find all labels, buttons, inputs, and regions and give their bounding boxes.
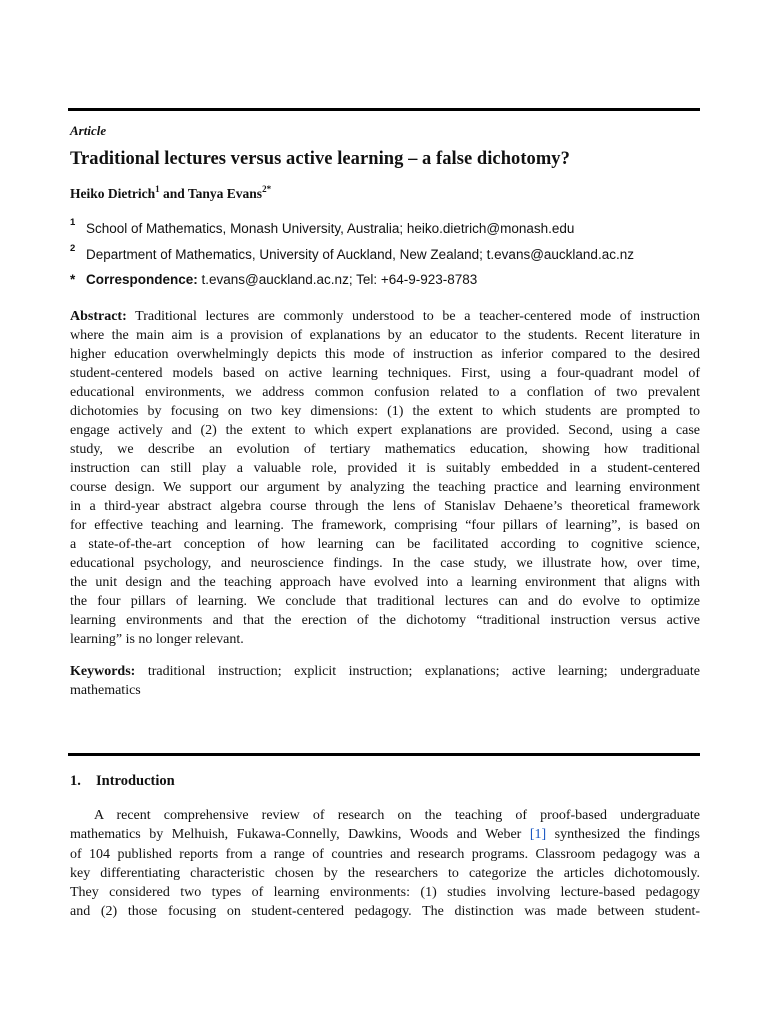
abstract-line: instruction can still play a valuable role, provided it is suitably embedded in a student-centered <box>70 461 700 476</box>
author-name: Tanya Evans <box>187 186 263 201</box>
body-line: of 104 published reports from a range of countries and research programs. Classroom pedagogy was a <box>70 846 700 862</box>
abstract-line: in a third-year abstract algebra course through the lens of Stanislav Dehaene’s theoretical framework <box>70 499 700 514</box>
correspondence-contact: t.evans@auckland.ac.nz; Tel: +64-9-923-8783 <box>197 272 478 287</box>
citation-link[interactable]: [1] <box>529 827 547 843</box>
abstract-line: Abstract: Traditional lectures are commonly understood to be a teacher-centered mode of instruction <box>70 309 700 324</box>
correspondence-mark: * <box>70 272 76 287</box>
author-joiner: and <box>159 186 188 201</box>
correspondence-line <box>86 272 477 287</box>
abstract-line: for effective teaching and learning. The framework, comprising “four pillars of learning”, is based on <box>70 518 700 533</box>
abstract-line: student-centered models based on active learning techniques. First, using a four-quadrant model of <box>70 366 700 381</box>
author-line <box>70 186 271 202</box>
affiliation-text: Department of Mathematics, University of Auckland, New Zealand; t.evans@auckland.ac.nz <box>86 247 634 262</box>
author-name: Heiko Dietrich <box>70 186 156 201</box>
keywords-label: Keywords: <box>70 664 136 679</box>
body-line: mathematics by Melhuish, Fukawa-Connelly, Dawkins, Woods and Weber [1] synthesized the findings <box>70 827 700 843</box>
abstract-line: learning environments and that the erection of the dichotomy “traditional instruction versus active <box>70 613 700 628</box>
abstract-line: educational environments, we address common confusion related to a conflation of two prevalent <box>70 385 700 400</box>
section-rule <box>68 753 700 756</box>
body-line: A recent comprehensive review of research on the teaching of proof-based undergraduate <box>94 808 700 823</box>
abstract-label: Abstract: <box>70 309 127 324</box>
section-title: Introduction <box>96 773 175 789</box>
section-heading <box>70 773 175 790</box>
abstract-line: higher education overwhelmingly depicts this mode of instruction as inferior compared to the desired <box>70 347 700 362</box>
abstract-line: educational psychology, and neuroscience findings. In the case study, we illustrate how, over time, <box>70 556 700 571</box>
introduction-body <box>70 806 700 922</box>
affiliation-mark: 1 <box>70 217 76 228</box>
article-type-label: Article <box>70 123 107 138</box>
abstract-line: dichotomies by focusing on two key dimensions: (1) the extent to which students are prompted to <box>70 404 700 419</box>
abstract-line: the unit design and the teaching approach have evolved into a learning environment that aligns with <box>70 575 700 590</box>
abstract-line: course design. We support our argument by analyzing the teaching practice and learning environment <box>70 480 700 495</box>
paper-title: Traditional lectures versus active learning – a false dichotomy? <box>70 149 570 169</box>
abstract-line: a state-of-the-art conception of how learning can be facilitated according to cognitive science, <box>70 537 700 552</box>
body-line: and (2) those focusing on student-centered pedagogy. The distinction was made between student- <box>70 904 700 920</box>
author-affiliation-mark: 2* <box>262 184 272 194</box>
abstract-line: engage actively and (2) the extent to which expert explanations are provided. Second, using a case <box>70 423 700 438</box>
section-number: 1. <box>70 773 81 789</box>
correspondence-label: Correspondence: <box>86 272 198 287</box>
affiliation-text: School of Mathematics, Monash University, Australia; heiko.dietrich@monash.edu <box>86 221 575 236</box>
keywords-line: mathematics <box>70 683 141 698</box>
keywords-line: Keywords: traditional instruction; explicit instruction; explanations; active learning; undergraduate <box>70 664 700 679</box>
body-line: They considered two types of learning environments: (1) studies involving lecture-based pedagogy <box>70 885 700 901</box>
top-rule <box>68 108 700 111</box>
abstract-line: learning” is no longer relevant. <box>70 632 244 647</box>
abstract <box>70 307 700 649</box>
affiliation-mark: 2 <box>70 243 76 254</box>
keywords <box>70 662 700 700</box>
abstract-line: where the main aim is a provision of explanations by an educator to the students. Recent literature in <box>70 328 700 343</box>
abstract-line: the four pillars of learning. We conclude that traditional lectures can and do evolve to optimize <box>70 594 700 609</box>
body-line: key differentiating characteristic chosen by the researchers to categorize the articles dichotomously. <box>70 865 700 881</box>
abstract-line: study, we describe an evolution of tertiary mathematics education, showing how traditional <box>70 442 700 457</box>
author-affiliation-mark: 1 <box>155 184 160 194</box>
